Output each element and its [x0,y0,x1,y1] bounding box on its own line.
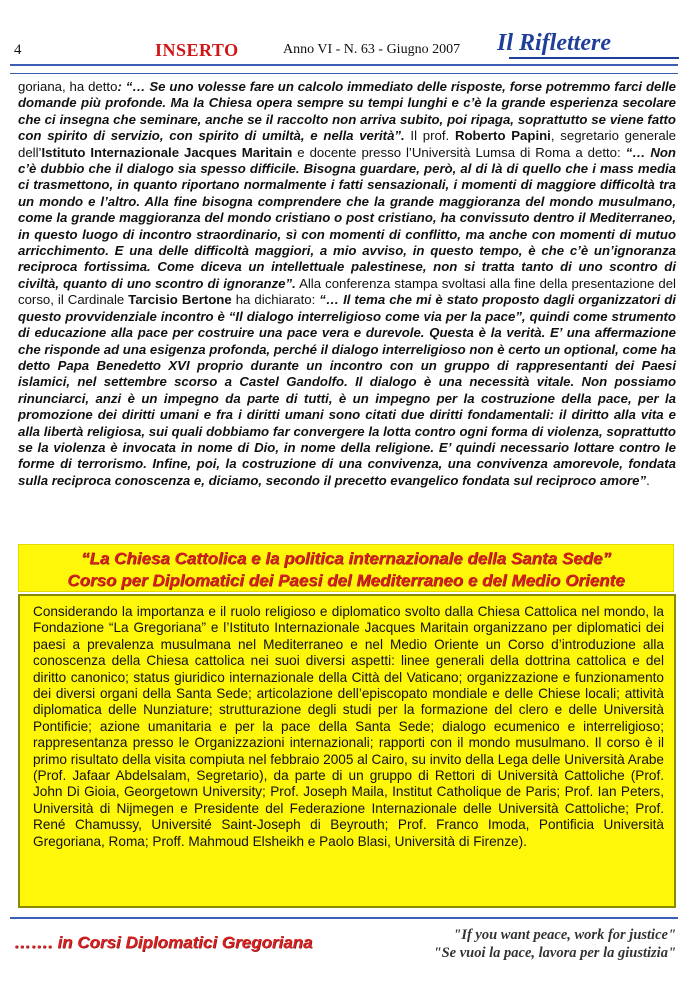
quote-opening: : “… Se uno volesse fare un calcolo immediato delle risposte, forse potremmo farci delle domande più profonde. Ma la Chiesa opera sempre su tempi lunghi e c’è la grande esperienza secolare che ci insegna che seminare, anche se il raccolto non arriva subito, poi ripaga, soprattutto se viene fatto con spirito di servizio, con spirito di umiltà, e nella verità”. [18,79,677,144]
article-text: Alla conferenza stampa svoltasi alla fine della presentazione del corso, il Cardinale [18,275,676,308]
article-text: goriana, ha detto [18,79,118,94]
quote-english: "If you want peace, work for justice" [453,927,676,943]
page-header [0,0,694,72]
article-text: ha dichiarato: [231,292,320,308]
masthead-logo [497,30,679,60]
section-title: INSERTO [155,40,239,60]
article-body [18,79,676,489]
footer-tagline: ……. in Corsi Diplomatici Gregoriana [14,933,313,952]
person-name: Roberto Papini [454,128,551,144]
footer-quotes [434,926,676,962]
course-title: “La Chiesa Cattolica e la politica internazionale della Santa Sede” [81,549,611,568]
logo-text: Il Riflettere [497,30,611,56]
course-description-box [18,594,676,908]
footer-rule [10,917,678,919]
course-subtitle: Corso per Diplomatici dei Paesi del Mediterraneo e del Medio Oriente [67,571,625,590]
logo-underline [509,57,679,59]
header-rule [10,64,678,66]
quote-bertone: “… Il tema che mi è stato proposto dagli organizzatori di questo provvidenziale incontro è “Il dialogo interreligioso come via per la pace”, quindi come strumento di educazione alla pace per costruire una pace vera e durevole. Questa è la verità. E’ una affermazione che risponde ad una esigenza profonda, perché il dialogo interreligioso non è certo un optional, come ha detto Papa Benedetto XVI proprio durante un incontro con un gruppo di rappresentanti dei Paesi islamici, nel settembre scorso a Castel Gandolfo. Il dialogo è una necessità vitale. Non possiamo rinunciarci, anzi è un impegno da parte di tutti, è un impegno per la costruzione della pace, per la promozione dei diritti umani e fra i diritti umani sono citati due diritti fondamentali: il diritto alla vita e alla libertà religiosa, sui quali dobbiamo far convergere la lotta contro ogni forma di violenza, soprattutto se la violenza è invocata in nome di Dio, in nome della religione. E’ quindi necessario lottare contro le forme di terrorismo. Infine, poi, la costruzione di una convivenza, una convivenza amorevole, fondata sulla reciproca conoscenza e, diciamo, secondo il precetto evangelico fondata sul reciproco amore” [18,292,677,488]
article-text: , segretario generale dell’ [18,128,677,160]
article-text: . [646,472,650,488]
article-text: Il prof. [404,128,455,144]
article-text: e docente presso l’Università Lumsa di Roma a detto: [292,144,626,160]
quote-italian: "Se vuoi la pace, lavora per la giustizia" [433,945,676,961]
person-name: Tarcisio Bertone [128,292,232,308]
header-rule-thin [10,73,678,74]
quote-papini: “… Non c’è dubbio che il dialogo sia spesso difficile. Bisogna guardare, però, al di là di quello che i mass media ci trasmettono, in quanto riportano normalmente i fatti sensazionali, i momenti di maggiore difficoltà tra un mondo e l’altro. Alla fine bisogna comprendere che la grande maggioranza del mondo musulmano, come la grande maggioranza del mondo cristiano o post cristiano, ha convissuto dentro il Mediterraneo, in questo luogo di incontro straordinario, sì con momenti di conflitto, ma anche con momenti di mutuo arricchimento. E una delle difficoltà maggiori, a mio avviso, in questo tempo, è che c’è un’ignoranza reciproca fortissima. Come diceva un intellettuale palestinese, non si tratta tanto di uno scontro di civiltà, quanto di uno scontro di ignoranze”. [18,144,676,291]
page-number: 4 [14,42,22,58]
organization-name: Istituto Internazionale Jacques Maritain [41,144,293,160]
course-title-banner [18,544,674,592]
course-description: Considerando la importanza e il ruolo religioso e diplomatico svolto dalla Chiesa Cattolica nel mondo, la Fondazione “La Gregoriana” e l’Istituto Internazionale Jacques Maritain organizzano per diplomatici dei paesi a prevalenza musulmana nel Mediterraneo e nel Medio Oriente un Corso d’introduzione alla conoscenza della Chiesa cattolica nei suoi diversi aspetti: linee generali della dottrina cattolica e del diritto canonico; status giuridico internazionale della Città del Vaticano; organizzazione e funzionamento dei diversi organi della Santa Sede; articolazione dell’episcopato mondiale e delle Chiese locali; attività diplomatica delle Nunziature; strutturazione degli studi per la formazione del clero e delle Università Pontificie; azione umanitaria e per la pace della Santa Sede; dialogo ecumenico e interreligioso; rappresentanza presso le Organizzazioni internazionali; rapporti con il mondo musulmano. Il corso è il primo risultato della visita compiuta nel febbraio 2005 al Cairo, su invito della Lega delle Università Arabe (Prof. Jafaar Abdelsalam, Segretario), da parte di un gruppo di Rettori di Università Cattoliche (Prof. John Di Gioia, Georgetown University; Prof. Joseph Maila, Institut Catholique de Paris; Prof. Ian Peters, Università di Nijmegen e Presidente del Federazione Internazionale delle Università Cattoliche; Prof. René Chamussy, Université Saint-Joseph di Beyrouth; Prof. Franco Imoda, Pontificia Università Gregoriana, Roma; Proff. Mahmoud Elsheikh e Paolo Blasi, Università di Firenze). [33,604,664,849]
issue-info: Anno VI - N. 63 - Giugno 2007 [283,42,461,57]
